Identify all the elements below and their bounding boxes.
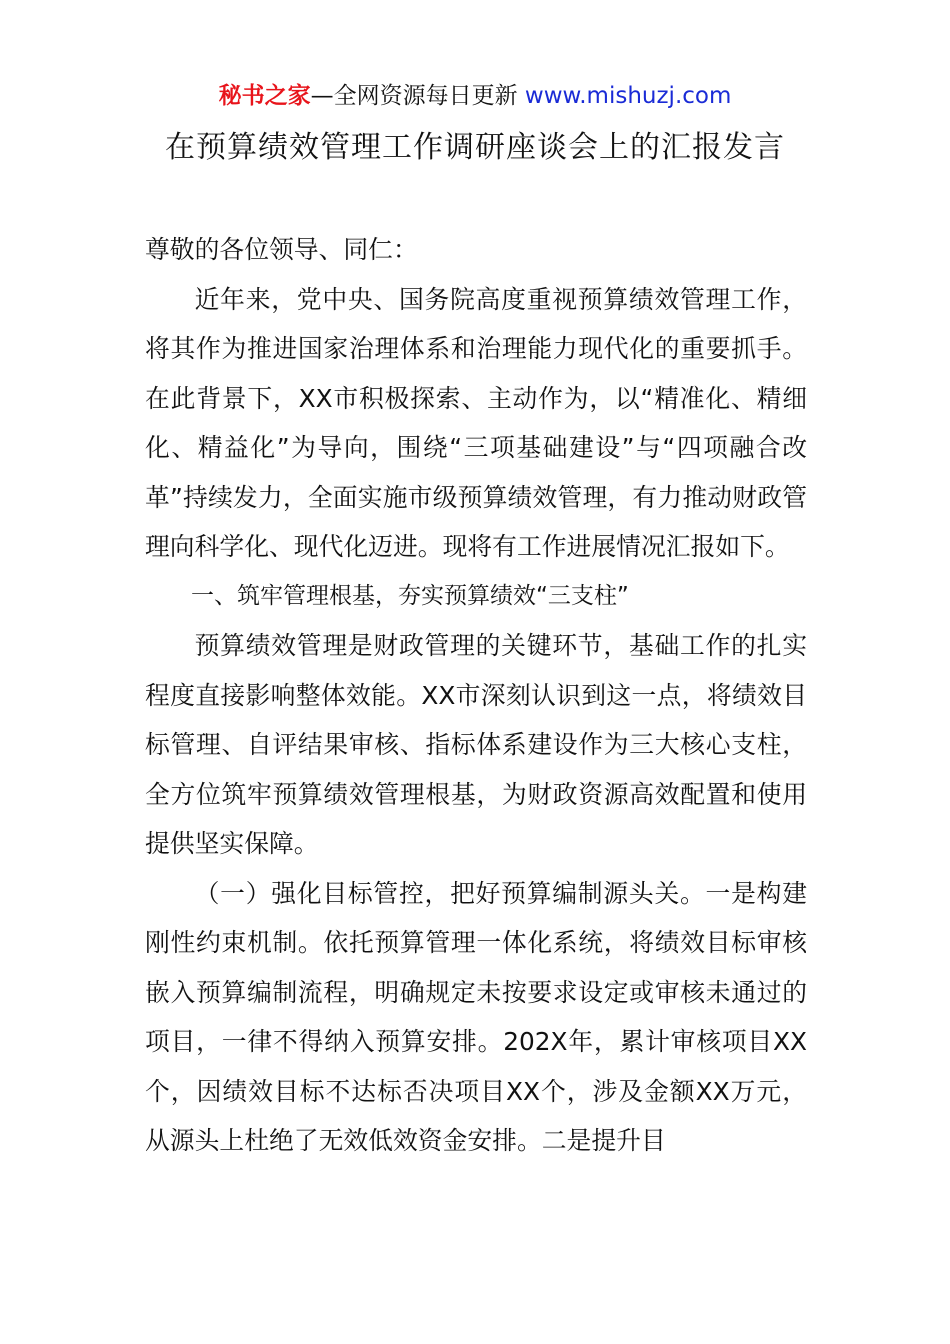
document-body bbox=[145, 225, 807, 1166]
body-paragraph: （一）强化目标管控，把好预算编制源头关。一是构建刚性约束机制。依托预算管理一体化系统，将绩效目标审核嵌入预算编制流程，明确规定未按要求设定或审核未通过的项目，一律不得纳入预算安排。202X年，累计审核项目XX个，因绩效目标不达标否决项目XX个，涉及金额XX万元，从源头上杜绝了无效低效资金安排。二是提升目 bbox=[145, 878, 807, 1155]
body-paragraph: 预算绩效管理是财政管理的关键环节，基础工作的扎实程度直接影响整体效能。XX市深刻认识到这一点，将绩效目标管理、自评结果审核、指标体系建设作为三大核心支柱，全方位筑牢预算绩效管理根基，为财政资源高效配置和使用提供坚实保障。 bbox=[145, 631, 807, 858]
brand-name: 秘书之家 bbox=[218, 83, 311, 109]
document-title: 在预算绩效管理工作调研座谈会上的汇报发言 bbox=[165, 130, 785, 165]
site-url-link[interactable]: www.mishuzj.com bbox=[524, 83, 732, 109]
section-heading: 一、筑牢管理根基，夯实预算绩效“三支柱” bbox=[191, 582, 629, 609]
site-tagline: —全网资源每日更新 bbox=[310, 83, 518, 109]
salutation: 尊敬的各位领导、同仁： bbox=[145, 235, 418, 264]
site-header bbox=[0, 80, 950, 112]
body-paragraph: 近年来，党中央、国务院高度重视预算绩效管理工作，将其作为推进国家治理体系和治理能力现代化的重要抓手。在此背景下，XX市积极探索、主动作为，以“精准化、精细化、精益化”为导向，围绕“三项基础建设”与“四项融合改革”持续发力，全面实施市级预算绩效管理，有力推动财政管理向科学化、现代化迈进。现将有工作进展情况汇报如下。 bbox=[145, 284, 807, 561]
